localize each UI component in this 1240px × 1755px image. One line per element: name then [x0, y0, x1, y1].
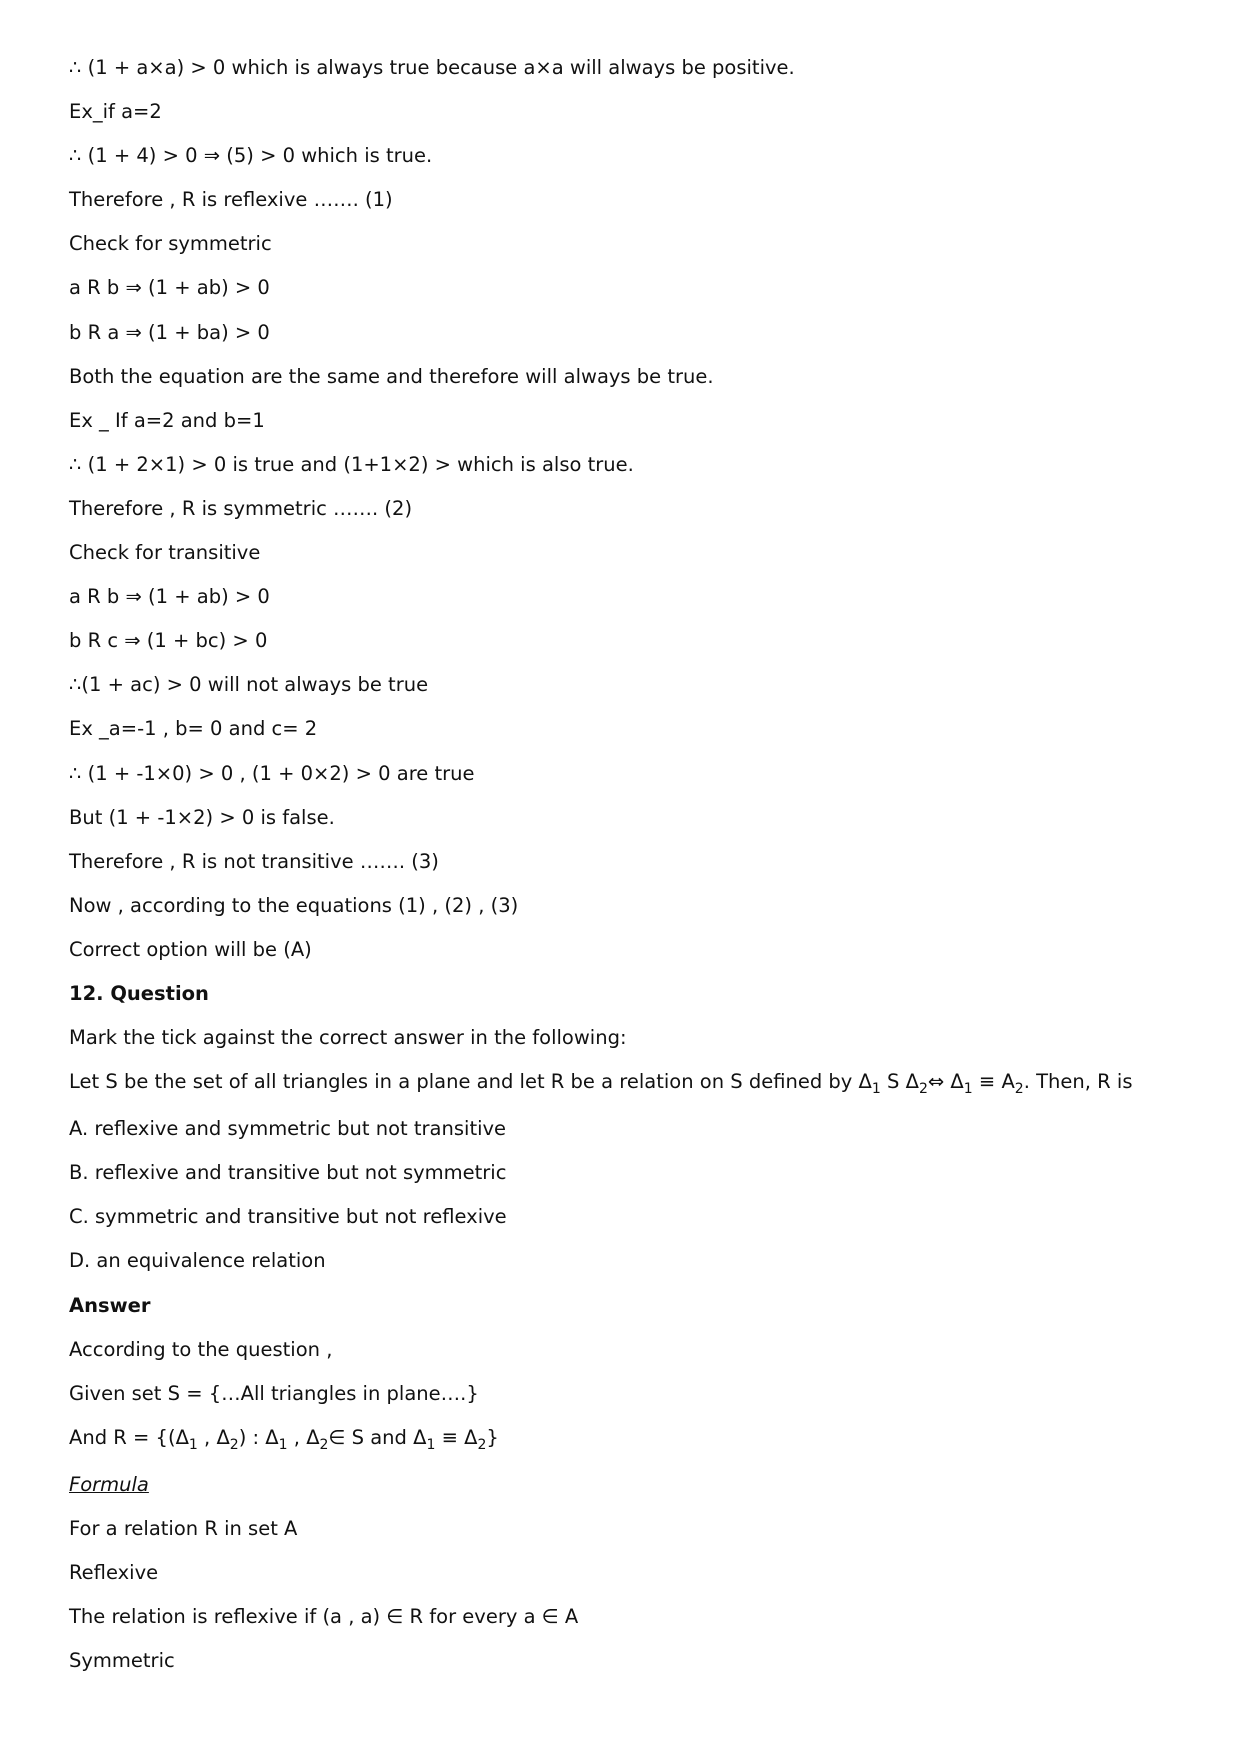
text-line: a R b ⇒ (1 + ab) > 0: [69, 585, 270, 609]
text-line: But (1 + -1×2) > 0 is false.: [69, 805, 335, 829]
answer-line: Given set S = {…All triangles in plane….}: [69, 1381, 479, 1405]
text-line: ∴(1 + ac) > 0 will not always be true: [69, 673, 429, 697]
text-line: Ex _a=-1 , b= 0 and c= 2: [69, 717, 318, 741]
formula-line: The relation is reflexive if (a , a) ∈ R for every a ∈ A: [69, 1605, 579, 1629]
text-line: Correct option will be (A): [69, 937, 312, 961]
document-page: [69, 56, 1189, 1693]
text-line: ∴ (1 + 2×1) > 0 is true and (1+1×2) > which is also true.: [69, 452, 634, 476]
answer-line: According to the question ,: [69, 1337, 333, 1361]
text-line: ∴ (1 + 4) > 0 ⇒ (5) > 0 which is true.: [69, 144, 433, 168]
text-line: Now , according to the equations (1) , (2) , (3): [69, 893, 519, 917]
formula-line: Symmetric: [69, 1649, 175, 1673]
text-line: Check for transitive: [69, 541, 261, 565]
option-d: D. an equivalence relation: [69, 1249, 326, 1273]
option-c: C. symmetric and transitive but not reflexive: [69, 1205, 507, 1229]
option-b: B. reflexive and transitive but not symmetric: [69, 1161, 507, 1185]
text-line: b R a ⇒ (1 + ba) > 0: [69, 320, 270, 344]
formula-label: Formula: [69, 1472, 149, 1496]
text-line: Ex _ If a=2 and b=1: [69, 408, 265, 432]
text-line: Check for symmetric: [69, 232, 272, 256]
text-line: Ex_if a=2: [69, 100, 162, 124]
question-instruction: Mark the tick against the correct answer in the following:: [69, 1026, 627, 1050]
text-line: a R b ⇒ (1 + ab) > 0: [69, 276, 270, 300]
formula-line: For a relation R in set A: [69, 1516, 298, 1540]
text-line: ∴ (1 + -1×0) > 0 , (1 + 0×2) > 0 are true: [69, 761, 475, 785]
text-line: Both the equation are the same and therefore will always be true.: [69, 364, 714, 388]
question-heading: 12. Question: [69, 981, 209, 1005]
option-a: A. reflexive and symmetric but not transitive: [69, 1117, 507, 1141]
text-line: ∴ (1 + a×a) > 0 which is always true because a×a will always be positive.: [69, 56, 795, 79]
text-line: b R c ⇒ (1 + bc) > 0: [69, 629, 268, 653]
formula-line: Reflexive: [69, 1561, 159, 1584]
text-line: Therefore , R is not transitive ……. (3): [69, 849, 439, 873]
relation-definition: And $R = \{(\Delta_1$ , $\Delta_2$) : $\Delta_1$ , $\Delta_2\in$ S and $\Delta_1 \equiv \Delta_2$}: [69, 1425, 499, 1453]
answer-heading: Answer: [69, 1293, 151, 1317]
text-line: Therefore , R is symmetric ……. (2): [69, 496, 413, 520]
question-stem: Let S be the set of all triangles in a plane and let R be a relation on S defined by $\Delta_1$ S $\Delta_2\Leftrightarrow$ $\Delta_1 \equiv A_2$. Then, R is: [69, 1070, 1133, 1098]
text-line: Therefore , R is reflexive ……. (1): [69, 188, 393, 212]
